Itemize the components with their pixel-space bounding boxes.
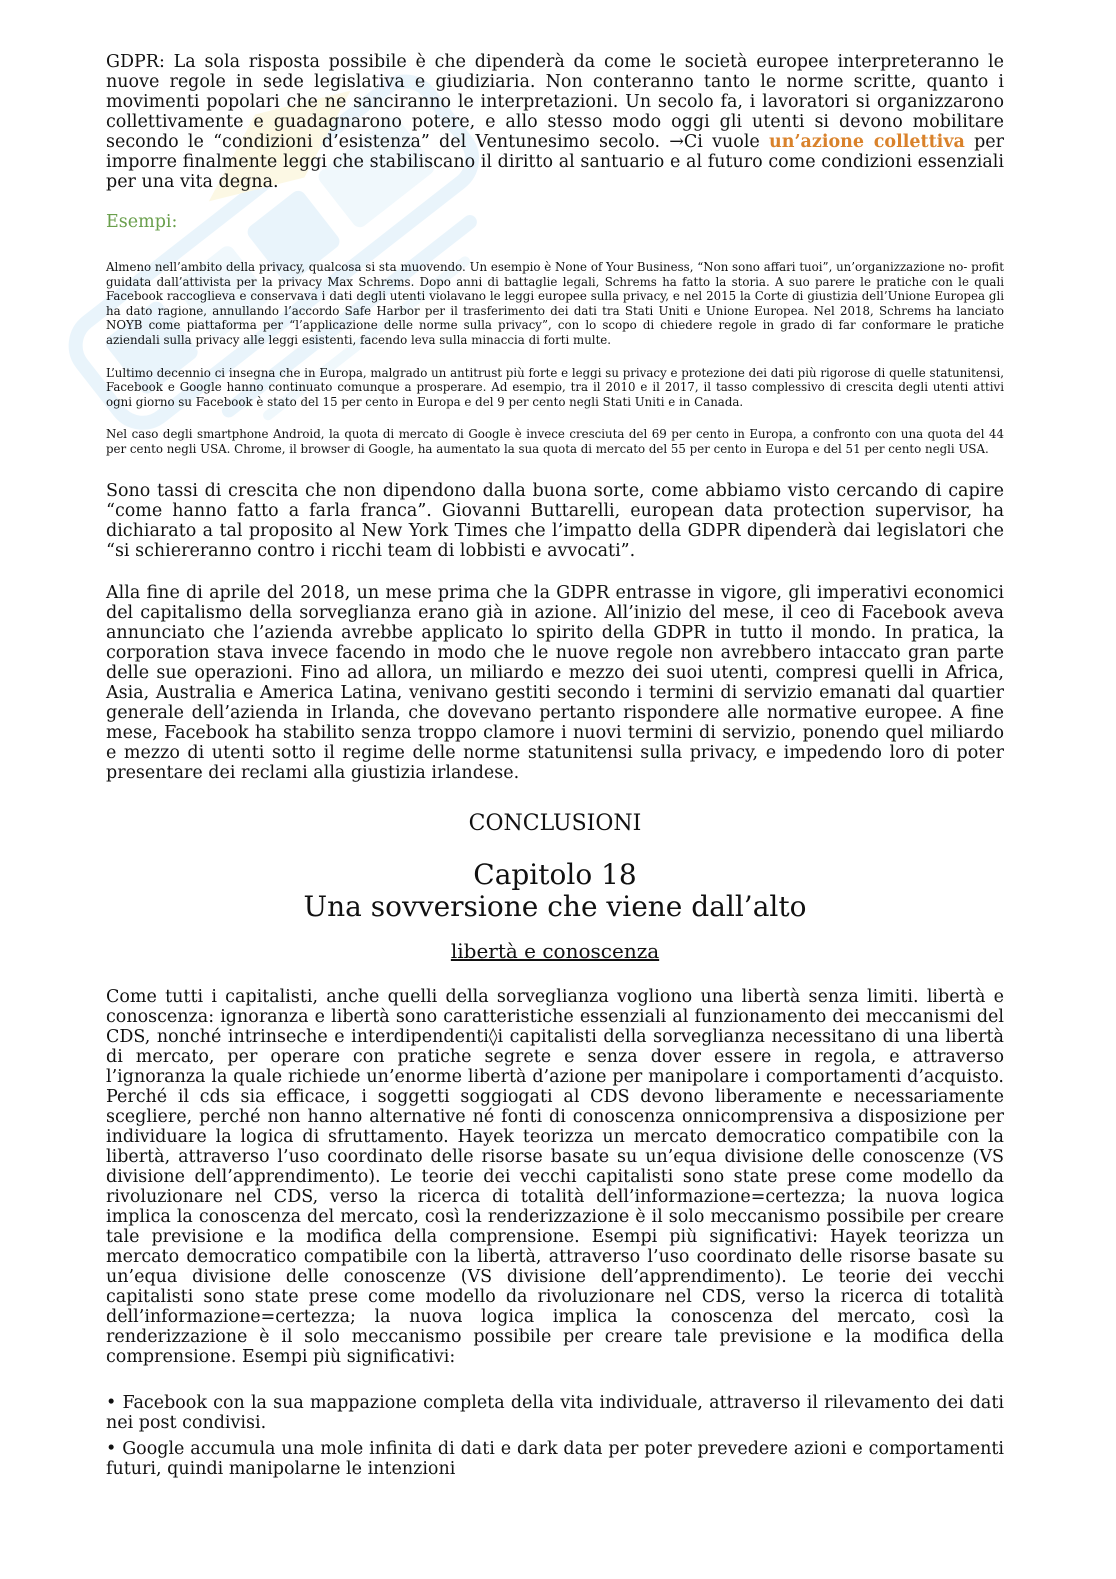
example-growth-paragraph: L’ultimo decennio ci insegna che in Europa, malgrado un antitrust più forte e leggi su privacy e protezione dei dati più rigorose di quelle statunitensi, Facebook e Google hanno continuato comunque a prosperare. Ad esempio, tra il 2010 e il 2017, il tasso complessivo di crescita degli utenti attivi ogni giorno su Facebook è stato del 15 per cento in Europa e del 9 per cento negli Stati Uniti e in Canada. — [106, 365, 1004, 409]
example-noyb-paragraph: Almeno nell’ambito della privacy, qualcosa si sta muovendo. Un esempio è None of Your Business, “Non sono affari tuoi”, un’organizzazione no- profit guidata dall’attivista per la privacy Max Schrems. Dopo anni di battaglie legali, Schrems ha fatto la storia. A suo parere le pratiche con le quali Facebook raccoglieva e conservava i dati degli utenti violavano le leggi europee sulla privacy, e nel 2015 la Corte di giustizia dell’Unione Europea gli ha dato ragione, annullando l’accordo Safe Harbor per il trasferimento dei dati tra Stati Uniti e Unione Europea. Nel 2018, Schrems ha lanciato NOYB come piattaforma per “l’applicazione delle norme sulla privacy”, con lo scopo di chiedere regole in grado di far conformare le pratiche aziendali sulla privacy alle leggi esistenti, facendo leva sulla minaccia di forti multe. — [106, 260, 1004, 347]
bullet-google: • Google accumula una mole infinita di dati e dark data per poter prevedere azioni e comportamenti futuri, quindi manipolarne le intenzioni — [106, 1438, 1004, 1479]
document-page — [106, 52, 1004, 1479]
liberta-conoscenza-paragraph: Come tutti i capitalisti, anche quelli della sorveglianza vogliono una libertà senza limiti. libertà e conoscenza: ignoranza e libertà sono caratteristiche essenziali al funzionamento dei meccanismi del CDS, nonché intrinseche e interdipendenti◊i capitalisti della sorveglianza necessitano di una libertà di mercato, per operare con pratiche segrete e senza dover essere in regola, e attraverso l’ignoranza la quale richiede un’enorme libertà d’azione per manipolare i comportamenti d’acquisto. Perché il cds sia efficace, i soggetti soggiogati al CDS devono liberamente e necessariamente scegliere, perché non hanno alternative né fonti di conoscenza onnicomprensiva a disposizione per individuare la logica di sfruttamento. Hayek teorizza un mercato democratico compatibile con la libertà, attraverso l’uso coordinato delle risorse basate su un’equa divisione delle conoscenze (VS divisione dell’apprendimento). Le teorie dei vecchi capitalisti sono state prese come modello da rivoluzionare nel CDS, verso la ricerca di totalità dell’informazione=certezza; la nuova logica implica la conoscenza del mercato, così la renderizzazione è il solo meccanismo possibile per creare tale previsione e la modifica della comprensione. Esempi più significativi: Hayek teorizza un mercato democratico compatibile con la libertà, attraverso l’uso coordinato delle risorse basate su un’equa divisione delle conoscenze (VS divisione dell’apprendimento). Le teorie dei vecchi capitalisti sono state prese come modello da rivoluzionare nel CDS, verso la ricerca di totalità dell’informazione=certezza; la nuova logica implica la conoscenza del mercato, così la renderizzazione è il solo meccanismo possibile per creare tale previsione e la modifica della comprensione. Esempi più significativi: — [106, 986, 1004, 1367]
chapter-title: Una sovversione che viene dall’alto — [303, 889, 807, 923]
chapter-number: Capitolo 18 — [473, 857, 637, 891]
collective-action-highlight: un’azione collettiva — [769, 132, 965, 152]
section-title: libertà e conoscenza — [450, 938, 660, 963]
gdpr-text-part2: per imporre finalmente leggi che stabiliscano il diritto al santuario e al futuro come condizioni essenziali per una vita degna. — [106, 132, 1004, 192]
gdpr-paragraph — [106, 52, 1004, 192]
bullet-facebook: • Facebook con la sua mappazione completa della vita individuale, attraverso il rilevamento dei dati nei post condivisi. — [106, 1392, 1004, 1433]
esempi-heading: Esempi: — [106, 212, 178, 232]
gdpr-text-part1: GDPR: La sola risposta possibile è che dipenderà da come le società europee interpreteranno le nuove regole in sede legislativa e giudiziaria. Non conteranno tanto le norme scritte, quanto i movimenti popolari che ne sanciranno le interpretazioni. Un secolo fa, i lavoratori si organizzarono collettivamente e guadagnarono potere, e allo stesso modo oggi gli utenti si devono mobilitare secondo le “condizioni d’esistenza” del Ventunesimo secolo. →Ci vuole — [106, 52, 1004, 152]
conclusioni-heading: CONCLUSIONI — [468, 810, 642, 836]
april-2018-paragraph: Alla fine di aprile del 2018, un mese prima che la GDPR entrasse in vigore, gli imperativi economici del capitalismo della sorveglianza erano già in azione. All’inizio del mese, il ceo di Facebook aveva annunciato che l’azienda avrebbe applicato lo spirito della GDPR in tutto il mondo. In pratica, la corporation stava invece facendo in modo che le nuove regole non avrebbero intaccato gran parte delle sue operazioni. Fino ad allora, un miliardo e mezzo dei suoi utenti, compresi quelli in Africa, Asia, Australia e America Latina, venivano gestiti secondo i termini di servizio emanati dal quartier generale dell’azienda in Irlanda, che dovevano pertanto rispondere alle normative europee. A fine mese, Facebook ha stabilito senza troppo clamore i nuovi termini di servizio, ponendo quel miliardo e mezzo di utenti sotto il regime delle norme statunitensi sulla privacy, e impedendo loro di poter presentare dei reclami alla giustizia irlandese. — [106, 582, 1004, 783]
example-android-paragraph: Nel caso degli smartphone Android, la quota di mercato di Google è invece cresciuta del 69 per cento in Europa, a confronto con una quota del 44 per cento negli USA. Chrome, il browser di Google, ha aumentato la sua quota di mercato del 55 per cento in Europa e del 51 per cento negli USA. — [106, 427, 1004, 456]
growth-rates-paragraph: Sono tassi di crescita che non dipendono dalla buona sorte, come abbiamo visto cercando di capire “come hanno fatto a farla franca”. Giovanni Buttarelli, european data protection supervisor, ha dichiarato a tal proposito al New York Times che l’impatto della GDPR dipenderà dai legislatori che “si schiereranno contro i ricchi team di lobbisti e avvocati”. — [106, 480, 1004, 561]
